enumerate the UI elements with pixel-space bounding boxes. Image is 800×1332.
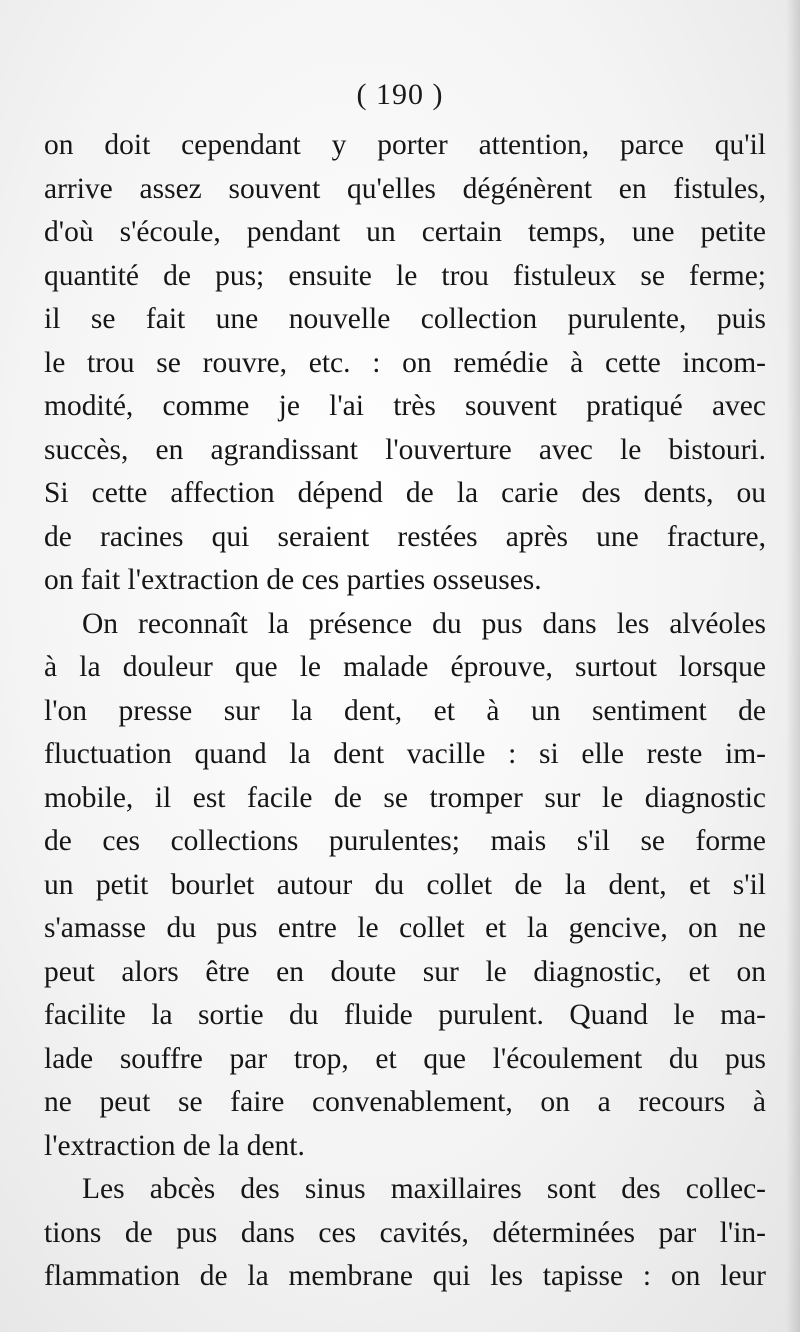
page-edge-shadow: [786, 0, 800, 1332]
text-line: s'amasse du pus entre le collet et la gencive, on ne: [44, 912, 766, 944]
text-line: un petit bourlet autour du collet de la dent, et s'il: [44, 868, 766, 901]
text-line: on doit cependant y porter attention, parce qu'il: [44, 129, 766, 161]
page-number: ( 190 ): [356, 78, 444, 111]
text-line: peut alors être en doute sur le diagnostic, et on: [44, 955, 766, 988]
text-line: de racines qui seraient restées après une fracture,: [44, 520, 766, 553]
text-line: ne peut se faire convenablement, on a recours à: [44, 1086, 766, 1118]
text-line: modité, comme je l'ai très souvent pratiqué avec: [44, 390, 766, 422]
text-line: on fait l'extraction de ces parties osseuses.: [44, 564, 542, 596]
text-line: flammation de la membrane qui les tapisse : on leur: [44, 1260, 766, 1292]
text-line: arrive assez souvent qu'elles dégénèrent en fistules,: [44, 172, 766, 205]
text-line: succès, en agrandissant l'ouverture avec le bistouri.: [44, 433, 766, 466]
text-line: Les abcès des sinus maxillaires sont des collec-: [82, 1173, 766, 1205]
text-line: de ces collections purulentes; mais s'il se forme: [44, 825, 766, 857]
text-line: On reconnaît la présence du pus dans les alvéoles: [82, 607, 766, 640]
text-line: l'on presse sur la dent, et à un sentiment de: [44, 694, 766, 727]
text-line: d'où s'écoule, pendant un certain temps, une petite: [44, 216, 766, 248]
text-line: mobile, il est facile de se tromper sur le diagnostic: [44, 781, 766, 814]
text-line: Si cette affection dépend de la carie des dents, ou: [44, 477, 766, 509]
text-line: facilite la sortie du fluide purulent. Quand le ma-: [44, 999, 766, 1031]
text-line: il se fait une nouvelle collection purulente, puis: [44, 303, 766, 335]
text-line: tions de pus dans ces cavités, déterminées par l'in-: [44, 1216, 766, 1249]
text-line: quantité de pus; ensuite le trou fistuleux se ferme;: [44, 259, 766, 292]
text-line: à la douleur que le malade éprouve, surtout lorsque: [44, 651, 766, 683]
text-line: fluctuation quand la dent vacille : si elle reste im-: [44, 738, 766, 770]
text-line: le trou se rouvre, etc. : on remédie à cette incom-: [44, 346, 766, 379]
text-line: l'extraction de la dent.: [44, 1129, 305, 1162]
body-text: [44, 124, 766, 1299]
text-line: lade souffre par trop, et que l'écoulement du pus: [44, 1042, 766, 1075]
